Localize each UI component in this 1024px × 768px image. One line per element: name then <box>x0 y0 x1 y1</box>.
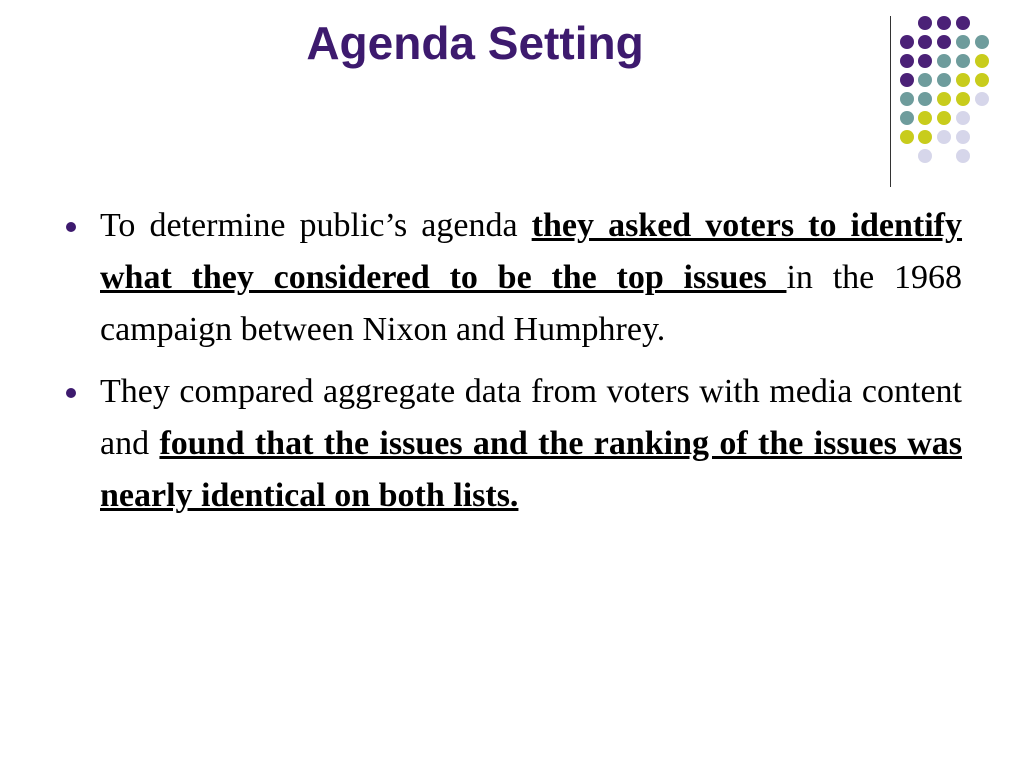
decorative-dot <box>956 54 970 68</box>
decorative-dot <box>900 111 914 125</box>
decorative-dot <box>956 149 970 163</box>
decorative-dot <box>937 54 951 68</box>
decorative-dot <box>956 92 970 106</box>
decorative-dot <box>956 73 970 87</box>
decorative-dot <box>918 111 932 125</box>
decorative-dot <box>918 130 932 144</box>
bullet-emphasis: found that the issues and the ranking of the issues was nearly identical on both lists. <box>100 425 963 514</box>
decorative-divider-line <box>890 16 891 187</box>
bullet-text: To determine public’s agenda <box>100 207 532 244</box>
decorative-dot <box>900 130 914 144</box>
decorative-dot <box>975 73 989 87</box>
bullet-emphasis: they asked voters to identify what they considered to be the top issues <box>100 207 963 296</box>
decorative-dot <box>937 92 951 106</box>
decorative-dot <box>937 35 951 49</box>
decorative-dot <box>918 54 932 68</box>
decorative-dot <box>956 130 970 144</box>
decorative-dot <box>937 73 951 87</box>
decorative-dot <box>900 35 914 49</box>
decorative-dot <box>900 92 914 106</box>
decorative-dot <box>918 16 932 30</box>
decorative-dot <box>918 92 932 106</box>
decorative-dot <box>900 73 914 87</box>
decorative-dot <box>937 130 951 144</box>
decorative-dot <box>918 149 932 163</box>
bullet-text: They compared aggregate data from voters with media content and <box>100 373 962 462</box>
decorative-dot <box>975 54 989 68</box>
decorative-dot <box>900 54 914 68</box>
decorative-dot <box>937 111 951 125</box>
bullet-text: in the 1968 campaign between Nixon and Humphrey. <box>100 259 962 348</box>
decorative-dot <box>975 35 989 49</box>
decorative-dot <box>918 73 932 87</box>
decorative-dot-grid <box>900 12 1020 172</box>
slide-title: Agenda Setting <box>306 17 644 69</box>
bullet-dot-icon <box>66 222 76 232</box>
decorative-dot <box>956 111 970 125</box>
decorative-dot <box>937 16 951 30</box>
bullet-item <box>60 366 962 522</box>
decorative-dot <box>975 92 989 106</box>
bullet-item <box>60 200 962 356</box>
bullet-list <box>60 200 962 532</box>
bullet-dot-icon <box>66 388 76 398</box>
decorative-dot <box>956 35 970 49</box>
decorative-dot <box>918 35 932 49</box>
decorative-dot <box>956 16 970 30</box>
